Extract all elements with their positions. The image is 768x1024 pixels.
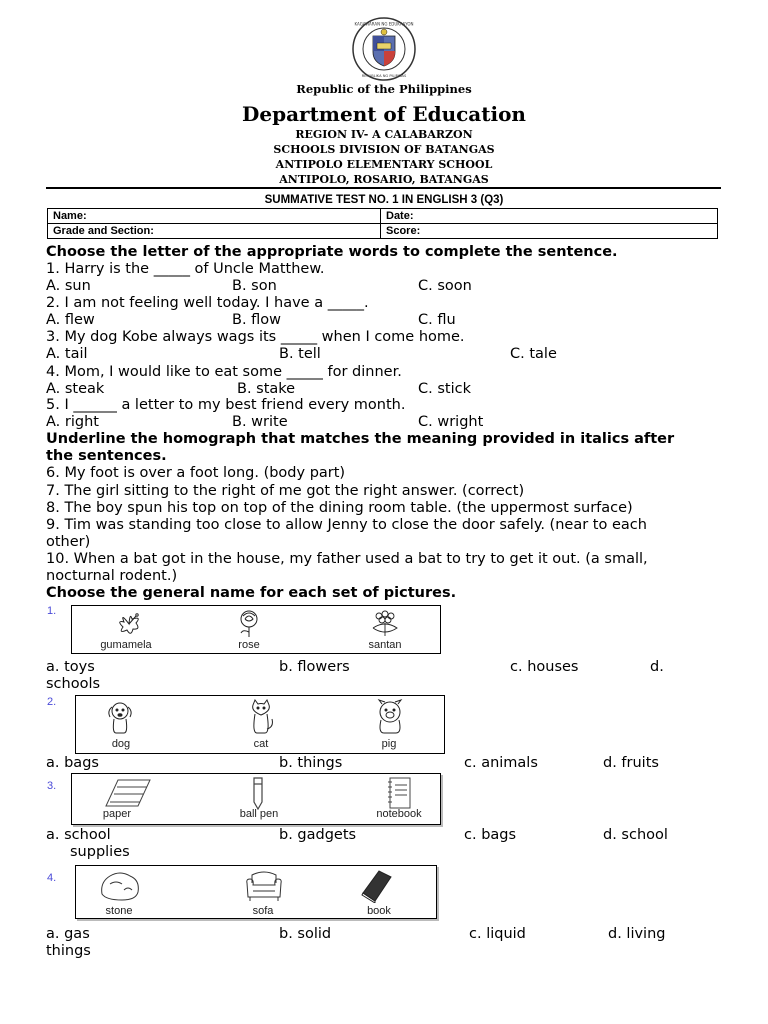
grade-section-field[interactable]: Grade and Section: xyxy=(48,224,381,239)
notebook-icon xyxy=(384,776,414,810)
q5-option-a[interactable]: A. right xyxy=(46,414,99,430)
set3-option-d[interactable]: d. school xyxy=(603,827,668,843)
picture-set-4-number: 4. xyxy=(47,872,57,884)
item-6: 6. My foot is over a foot long. (body part) xyxy=(46,465,346,481)
item-9: 9. Tim was standing too close to allow Jenny to close the door safely. (near to each xyxy=(46,517,647,533)
set4-option-b[interactable]: b. solid xyxy=(279,926,332,942)
date-field[interactable]: Date: xyxy=(381,209,718,224)
caption-pig: pig xyxy=(381,738,397,750)
q4-option-c[interactable]: C. stick xyxy=(418,381,471,397)
division-line: SCHOOLS DIVISION OF BATANGAS xyxy=(273,143,495,156)
q2-option-b[interactable]: B. flow xyxy=(232,312,282,328)
cat-icon xyxy=(246,699,276,735)
item-9-continued: other) xyxy=(46,534,91,550)
set3-option-c[interactable]: c. bags xyxy=(464,827,517,843)
q5-option-c[interactable]: C. wright xyxy=(418,414,484,430)
item-10: 10. When a bat got in the house, my father used a bat to try to get it out. (a small, xyxy=(46,551,648,567)
q5-option-b[interactable]: B. write xyxy=(232,414,288,430)
set3-option-b[interactable]: b. gadgets xyxy=(279,827,357,843)
deped-seal-logo xyxy=(351,16,417,82)
pig-icon xyxy=(372,699,408,735)
q1-option-c[interactable]: C. soon xyxy=(418,278,472,294)
caption-rose: rose xyxy=(238,639,260,651)
question-5: 5. I ______ a letter to my best friend every month. xyxy=(46,397,406,413)
question-2: 2. I am not feeling well today. I have a _____. xyxy=(46,295,369,311)
question-4: 4. Mom, I would like to eat some _____ for dinner. xyxy=(46,364,402,380)
book-icon xyxy=(359,869,395,903)
svg-text:REPUBLIKA NG PILIPINAS: REPUBLIKA NG PILIPINAS xyxy=(361,74,407,78)
school-line: ANTIPOLO ELEMENTARY SCHOOL xyxy=(275,158,493,171)
region-line: REGION IV- A CALABARZON xyxy=(295,128,473,141)
part3-instruction: Choose the general name for each set of pictures. xyxy=(46,585,457,601)
q1-option-a[interactable]: A. sun xyxy=(46,278,91,294)
q4-option-b[interactable]: B. stake xyxy=(237,381,296,397)
set1-option-a[interactable]: a. toys xyxy=(46,659,95,675)
set4-option-c[interactable]: c. liquid xyxy=(469,926,526,942)
item-8: 8. The boy spun his top on top of the dining room table. (the uppermost surface) xyxy=(46,500,633,516)
q2-option-c[interactable]: C. flu xyxy=(418,312,456,328)
picture-set-3-box xyxy=(71,773,441,825)
test-title: SUMMATIVE TEST NO. 1 IN ENGLISH 3 (Q3) xyxy=(264,194,504,206)
set1-option-c[interactable]: c. houses xyxy=(510,659,579,675)
item-10-continued: nocturnal rodent.) xyxy=(46,568,178,584)
caption-dog: dog xyxy=(111,738,131,750)
picture-set-1-number: 1. xyxy=(47,605,57,617)
set3-option-a-continued[interactable]: supplies xyxy=(70,844,130,860)
student-info-table xyxy=(47,208,718,239)
q4-option-a[interactable]: A. steak xyxy=(46,381,105,397)
set2-option-c[interactable]: c. animals xyxy=(464,755,538,771)
set3-option-a[interactable]: a. school xyxy=(46,827,111,843)
sofa-icon xyxy=(244,869,284,903)
score-field[interactable]: Score: xyxy=(381,224,718,239)
caption-santan: santan xyxy=(368,639,402,651)
set4-option-a[interactable]: a. gas xyxy=(46,926,90,942)
picture-set-2-box xyxy=(75,695,445,754)
header-divider xyxy=(46,187,721,189)
caption-notebook: notebook xyxy=(376,808,422,820)
address-line: ANTIPOLO, ROSARIO, BATANGAS xyxy=(279,173,489,186)
part2-instruction-line1: Underline the homograph that matches the meaning provided in italics after xyxy=(46,431,675,447)
question-1: 1. Harry is the _____ of Uncle Matthew. xyxy=(46,261,325,277)
q3-option-b[interactable]: B. tell xyxy=(279,346,321,362)
gumamela-flower-icon xyxy=(114,610,144,638)
rose-icon xyxy=(235,608,263,638)
ball-pen-icon xyxy=(248,776,268,810)
caption-book: book xyxy=(367,905,391,917)
dog-icon xyxy=(104,699,136,735)
department-heading: Department of Education xyxy=(242,102,526,126)
svg-text:KAGAWARAN NG EDUKASYON: KAGAWARAN NG EDUKASYON xyxy=(354,21,414,27)
santan-flower-icon xyxy=(369,608,401,638)
stone-icon xyxy=(98,870,142,902)
set1-option-d-continued[interactable]: schools xyxy=(46,676,101,692)
caption-gumamela: gumamela xyxy=(100,639,152,651)
caption-cat: cat xyxy=(253,738,269,750)
caption-paper: paper xyxy=(102,808,132,820)
caption-stone: stone xyxy=(105,905,133,917)
set2-option-b[interactable]: b. things xyxy=(279,755,343,771)
picture-set-2-number: 2. xyxy=(47,696,57,708)
set4-option-a-continued[interactable]: things xyxy=(46,943,91,959)
republic-heading: Republic of the Philippines xyxy=(296,82,472,96)
caption-sofa: sofa xyxy=(252,905,274,917)
set1-option-d[interactable]: d. xyxy=(650,659,664,675)
picture-set-1-box xyxy=(71,605,441,654)
set4-option-d[interactable]: d. living xyxy=(608,926,666,942)
name-field[interactable]: Name: xyxy=(48,209,381,224)
picture-set-4-box xyxy=(75,865,437,919)
picture-set-3-number: 3. xyxy=(47,780,57,792)
q3-option-c[interactable]: C. tale xyxy=(510,346,557,362)
part2-instruction-line2: the sentences. xyxy=(46,448,167,464)
q2-option-a[interactable]: A. flew xyxy=(46,312,95,328)
question-3: 3. My dog Kobe always wags its _____ when I come home. xyxy=(46,329,465,345)
set2-option-d[interactable]: d. fruits xyxy=(603,755,659,771)
q1-option-b[interactable]: B. son xyxy=(232,278,277,294)
item-7: 7. The girl sitting to the right of me got the right answer. (correct) xyxy=(46,483,525,499)
part1-instruction: Choose the letter of the appropriate words to complete the sentence. xyxy=(46,244,618,260)
set2-option-a[interactable]: a. bags xyxy=(46,755,99,771)
caption-ball-pen: ball pen xyxy=(239,808,279,820)
set1-option-b[interactable]: b. flowers xyxy=(279,659,350,675)
q3-option-a[interactable]: A. tail xyxy=(46,346,88,362)
paper-icon xyxy=(100,776,154,810)
